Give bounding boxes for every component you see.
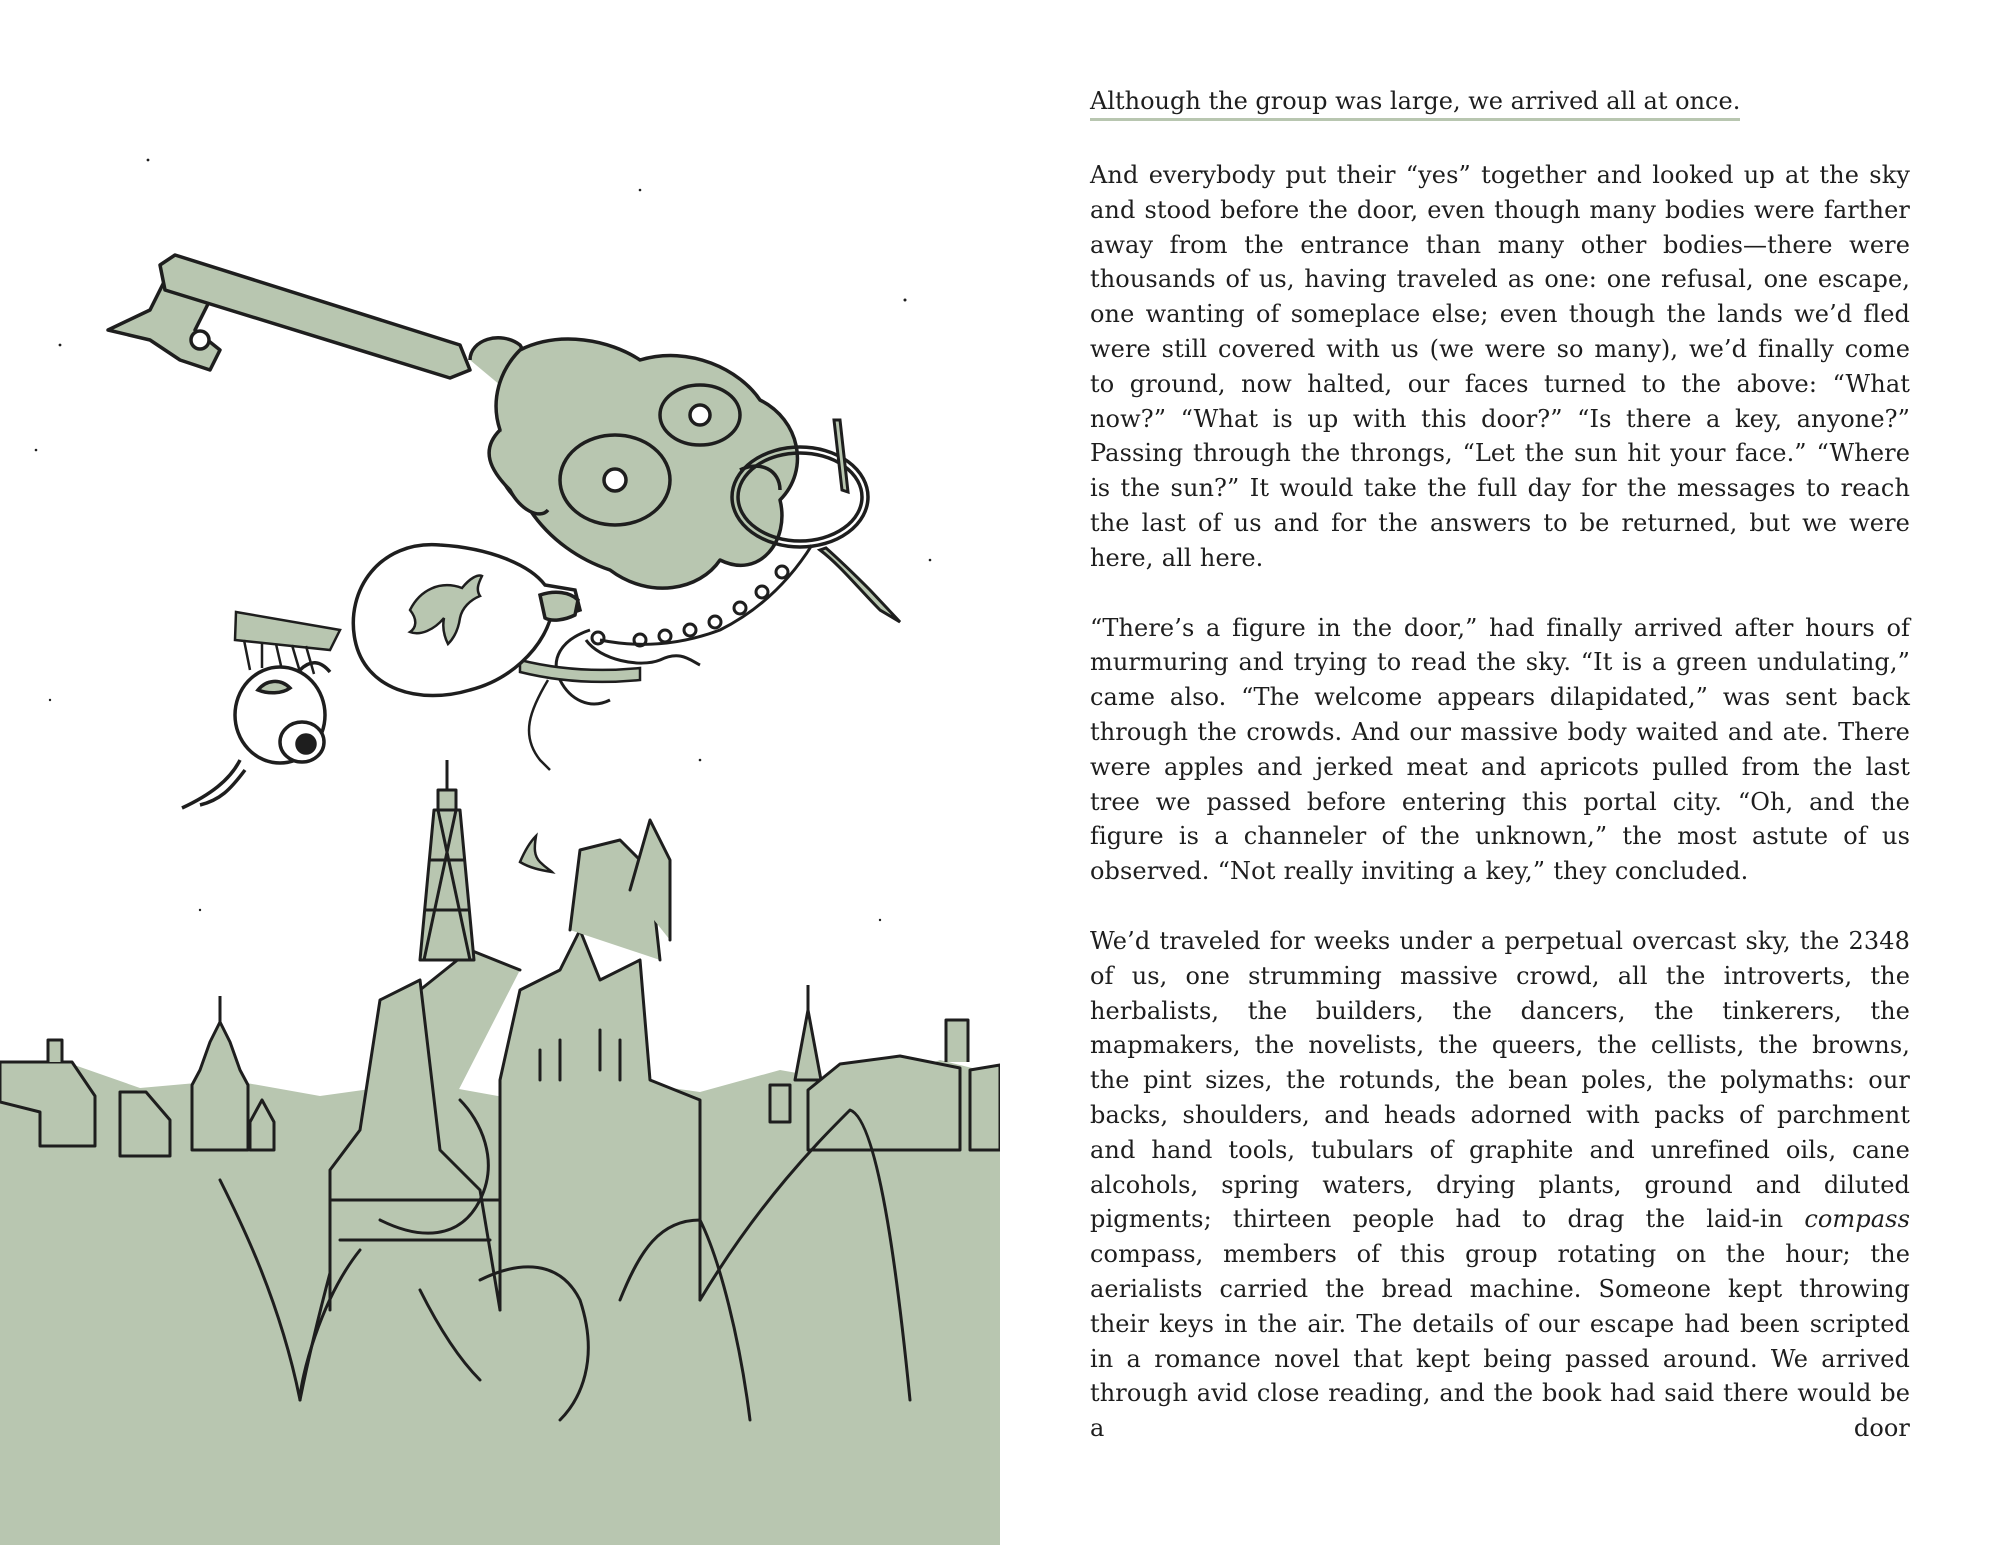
bird-icon	[520, 836, 552, 872]
paragraph-3-part-2: compass, members of this group rotating on the hour; the aerialists carried the bread machine. Someone kept throwing their keys in the air. The details of our escape had been scripted in a romance novel that kept being passed around. We arrived through avid close reading, and the book had said there would be a door	[1090, 1240, 1910, 1443]
section-heading: Although the group was large, we arrived all at once.	[1090, 85, 1740, 121]
tower-icon	[420, 760, 474, 960]
text-page	[1090, 84, 1910, 1481]
eyeball-charm-icon	[182, 663, 330, 808]
paragraph-2: “There’s a figure in the door,” had finally arrived after hours of murmuring and trying to read the sky. “It is a green undulating,” came also. “The welcome appears dilapidated,” was sent back through the crowds. And our massive body waited and ate. There were apples and jerked meat and apricots pulled from the last tree we passed before entering this portal city. “Oh, and the figure is a channeler of the unknown,” the most astute of us observed. “Not really inviting a key,” they concluded.	[1090, 613, 1910, 886]
key-icon	[108, 255, 797, 588]
paragraph-1: And everybody put their “yes” together and looked up at the sky and stood before the door, even though many bodies were farther away from the entrance than many other bodies—there were thousands of us, having traveled as one: one refusal, one escape, one wanting of someplace else; even though the lands we’d fled were still covered with us (we were so many), we’d finally come to ground, now halted, our faces turned to the above: “What now?” “What is up with this door?” “Is there a key, anyone?” Passing through the throngs, “Let the sun hit your face.” “Where is the sun?” It would take the full day for the messages to reach the last of us and for the answers to be returned, but we were here, all here.	[1090, 161, 1910, 572]
paragraph-3-italic-word: compass	[1804, 1205, 1910, 1234]
paragraph-3-part-1: We’d traveled for weeks under a perpetual overcast sky, the 2348 of us, one strumming massive crowd, all the introverts, the herbalists, the builders, the dancers, the tinkerers, the mapmakers, the novelists, the queers, the cellists, the browns, the pint sizes, the rotunds, the bean poles, the polymaths: our backs, shoulders, and heads adorned with packs of parchment and hand tools, tubulars of graphite and unrefined oils, cane alcohols, spring waters, drying plants, ground and diluted pigments; thirteen people had to drag the laid-in	[1090, 926, 1910, 1234]
paragraph-3	[1090, 924, 1910, 1446]
